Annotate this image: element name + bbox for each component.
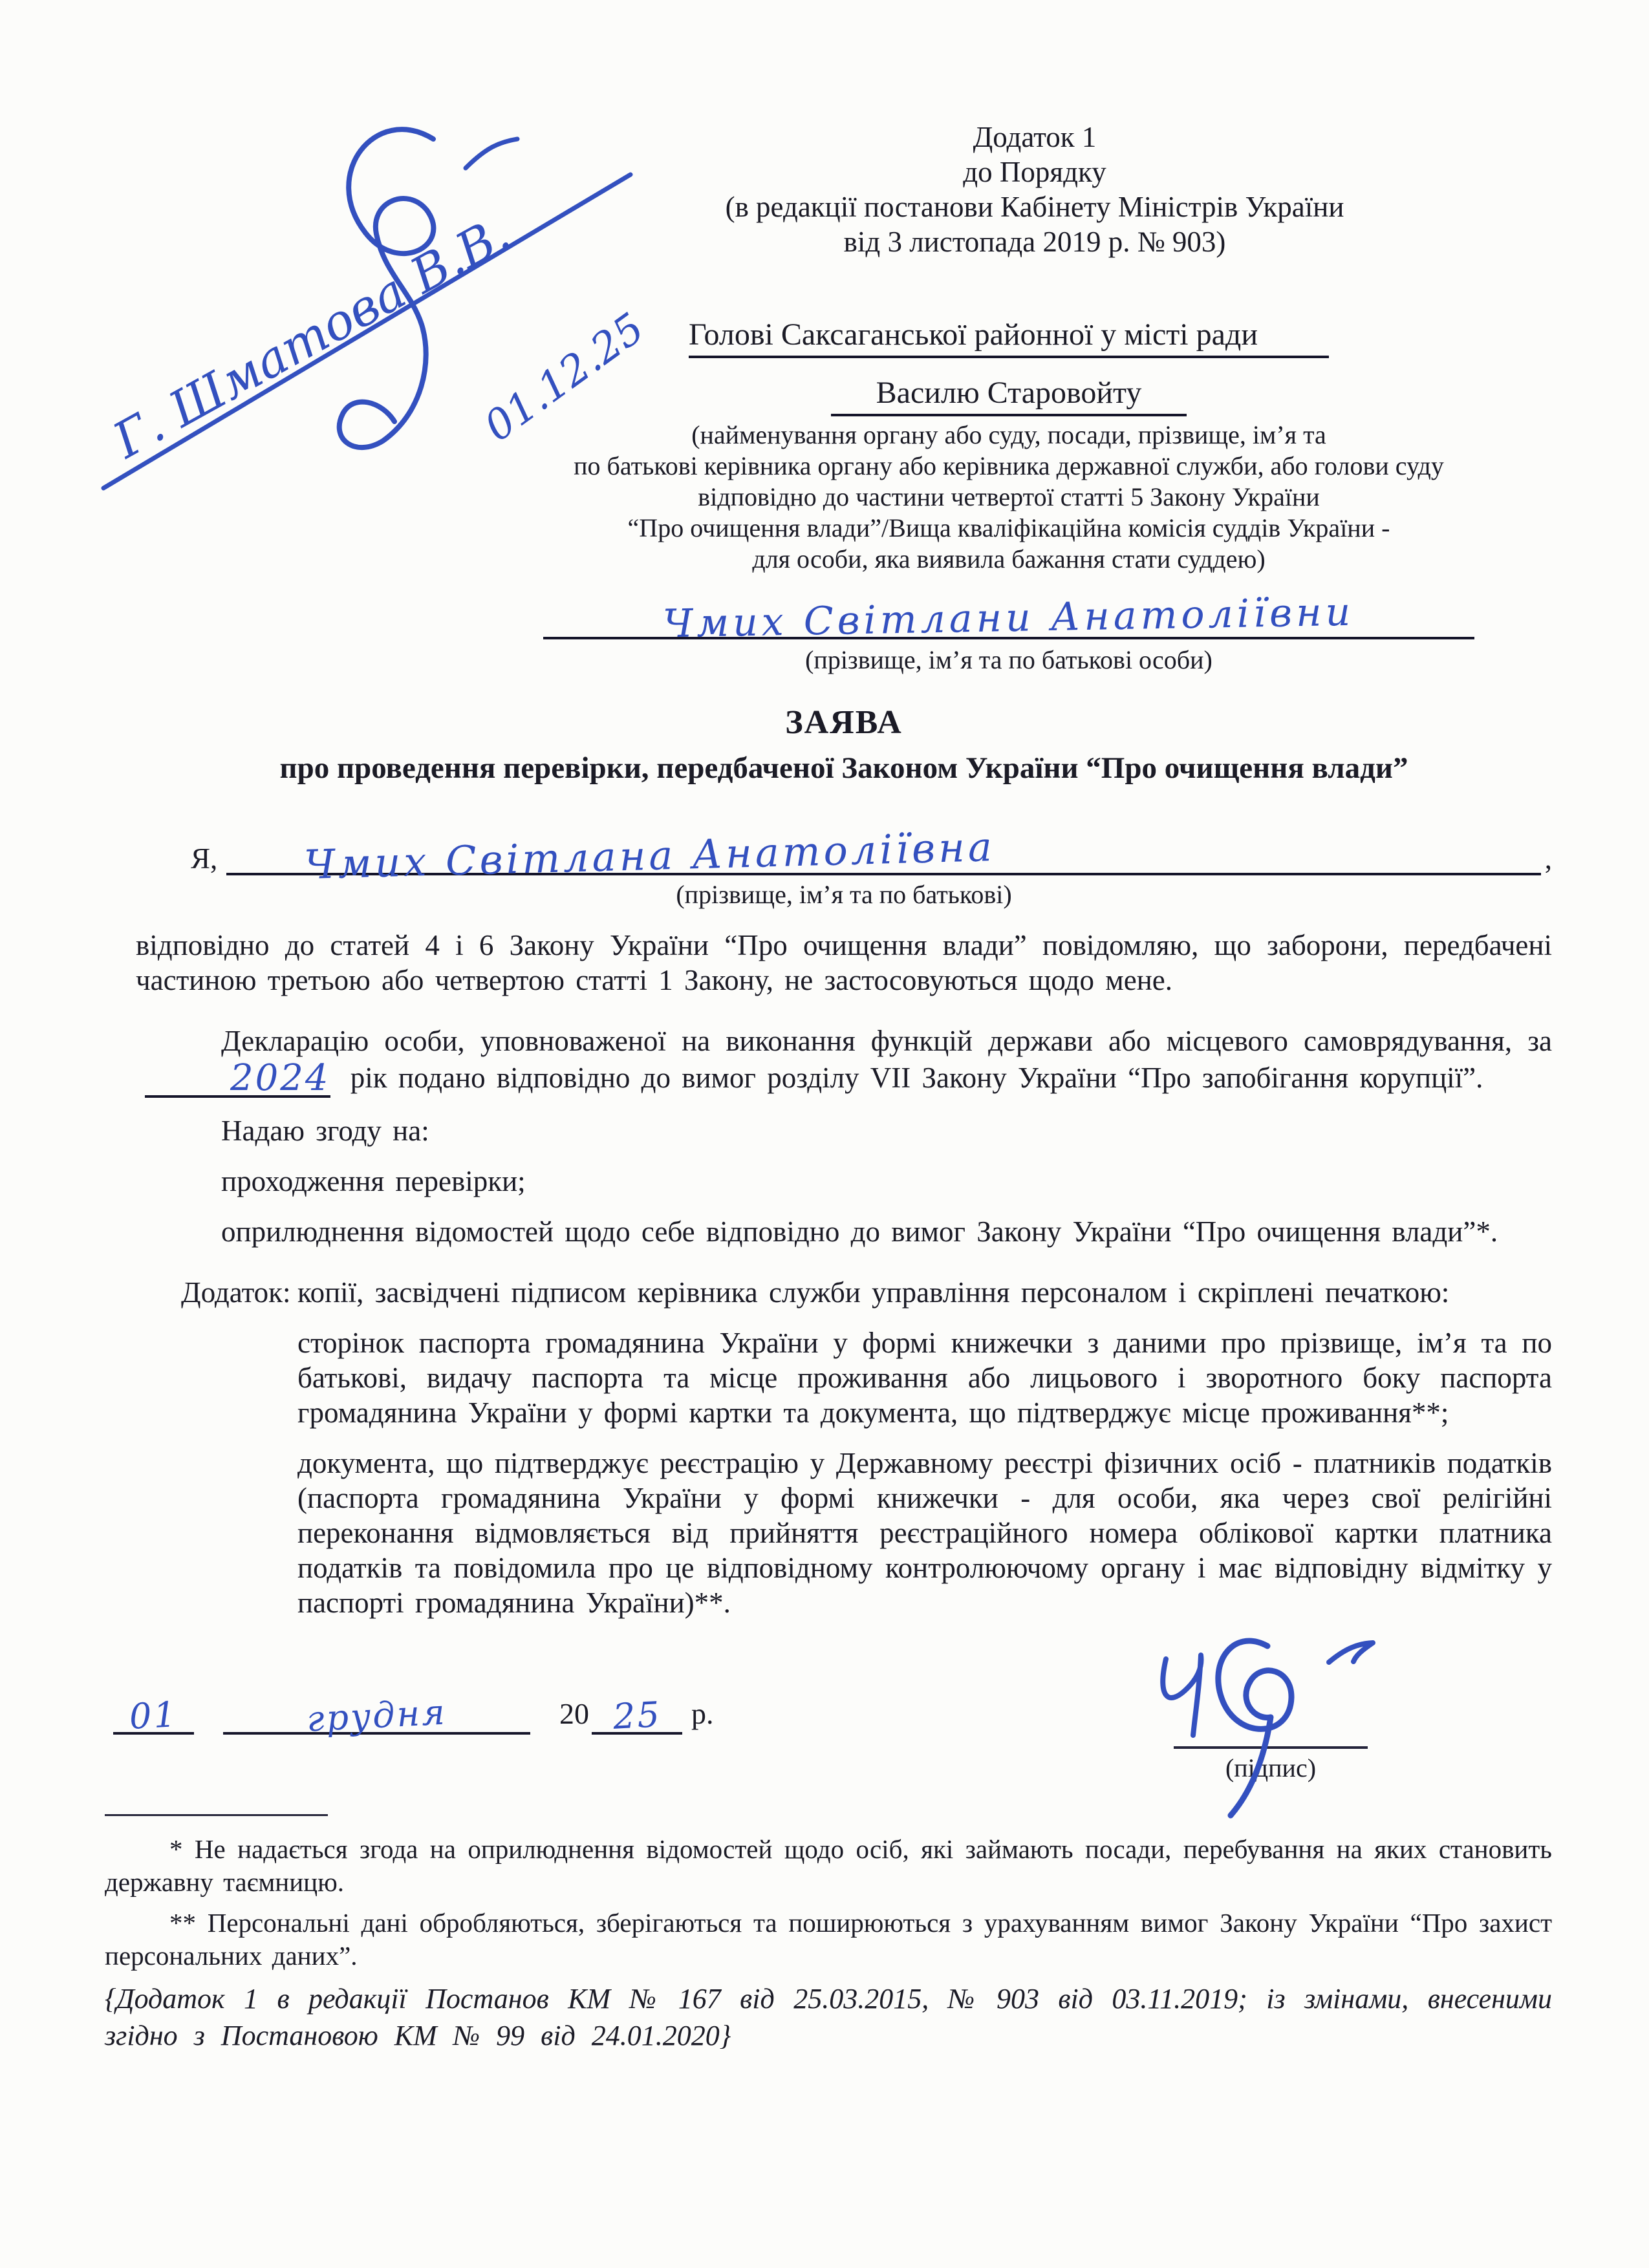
signature-stroke bbox=[1135, 1607, 1406, 1821]
title-subject: про проведення перевірки, передбаченої Законом України “Про очищення влади” bbox=[279, 751, 1408, 785]
consent-intro: Надаю згоду на: bbox=[221, 1115, 429, 1147]
attachment-item-tax-registry: документа, що підтверджує реєстрацію у Державному реєстрі фізичних осіб - платників податків (паспорта громадянина України у формі книжечки - для особи, яка через свої релігійні переконання відмовляється від прийняття реєстраційного номера облікової картки платника податків та повідомила про це відповідному контролюючому органу і має відповідну відмітку у паспорті громадянина України)**. bbox=[297, 1447, 1552, 1619]
note-line: (найменування органу або суду, посади, прізвище, ім’я та bbox=[691, 420, 1326, 449]
declarant-i-label: Я, bbox=[191, 842, 218, 875]
annex-to: до Порядку bbox=[963, 156, 1106, 188]
attachment-items bbox=[297, 1275, 1552, 1620]
declaration-year-handwriting: 2024 bbox=[230, 1057, 330, 1099]
date-year-suffix: р. bbox=[691, 1697, 714, 1730]
date-year-underline bbox=[592, 1691, 682, 1735]
note-line: відповідно до частини четвертої статті 5 Закону України bbox=[698, 482, 1320, 511]
addressee-explanatory-note bbox=[459, 420, 1558, 575]
amendment-note: {Додаток 1 в редакції Постанов КМ № 167 від 25.03.2015, № 903 від 03.11.2019; із змінами, внесеними згідно з Постановою КМ № 99 від 24.01.2020} bbox=[105, 1983, 1552, 2051]
annex-number: Додаток 1 bbox=[973, 121, 1097, 153]
attachment-block bbox=[136, 1275, 1552, 1620]
footnote-personal-data: ** Персональні дані обробляються, зберігаються та поширюються з урахуванням вимог Закону України “Про захист персональних даних”. bbox=[105, 1908, 1552, 1971]
date-and-signature bbox=[128, 1653, 1552, 1801]
signature-caption: (підпис) bbox=[1225, 1753, 1317, 1782]
date-year-handwriting: 25 bbox=[612, 1694, 662, 1737]
document-title bbox=[136, 703, 1552, 786]
attachment-label: Додаток: bbox=[181, 1276, 291, 1309]
addressee-organization: Голові Саксаганської районної у місті ради bbox=[459, 317, 1558, 352]
declaration-text-after-year: рік подано відповідно до вимог розділу VII Закону України “Про запобігання корупції”. bbox=[350, 1062, 1483, 1094]
document-content bbox=[105, 0, 1552, 2054]
addressee-block bbox=[459, 317, 1558, 675]
footnote-secrecy: * Не надається згода на оприлюднення відомостей щодо осіб, які займають посади, перебування на яких становить державну таємницю. bbox=[105, 1834, 1552, 1897]
date-month-handwriting: грудня bbox=[305, 1691, 448, 1740]
date-year-prefix: 20 bbox=[559, 1697, 589, 1730]
declaration-text-before-year: Декларацію особи, уповноваженої на виконання функцій держави або місцевого самоврядування, за bbox=[221, 1025, 1552, 1057]
resolution-name-text: Г. Шматова В.В. bbox=[103, 204, 520, 469]
declarant-name-underline bbox=[226, 823, 1540, 888]
resolution-date-text: 01.12.25 bbox=[475, 304, 653, 451]
declarant-name-line bbox=[136, 823, 1552, 888]
annex-edition-line1: (в редакції постанови Кабінету Міністрів України bbox=[725, 191, 1344, 223]
footnotes bbox=[105, 1814, 1552, 2054]
declaration-year-underline bbox=[145, 1058, 330, 1098]
date-line bbox=[113, 1691, 714, 1740]
date-month-underline bbox=[223, 1691, 530, 1740]
applicant-name-handwriting: Чмих Світлани Анатоліївни bbox=[662, 589, 1355, 647]
note-line: “Про очищення влади”/Вища кваліфікаційна комісія суддів України - bbox=[627, 513, 1390, 542]
date-day-underline bbox=[113, 1691, 194, 1735]
applicant-name-caption: (прізвище, ім’я та по батькові особи) bbox=[805, 645, 1212, 674]
note-line: для особи, яка виявила бажання стати суддею) bbox=[752, 544, 1266, 573]
attachment-intro: копії, засвідчені підписом керівника служби управління персоналом і скріплені печаткою: bbox=[297, 1276, 1450, 1309]
applicant-name-handwritten-line bbox=[543, 577, 1474, 647]
consent-item-check: проходження перевірки; bbox=[221, 1165, 526, 1197]
title-word: ЗАЯВА bbox=[785, 704, 903, 741]
declarant-name-caption: (прізвище, ім’я та по батькові) bbox=[676, 880, 1012, 909]
annex-header bbox=[559, 120, 1510, 259]
declarant-line-comma: , bbox=[1544, 842, 1552, 875]
annex-edition-line2: від 3 листопада 2019 р. № 903) bbox=[843, 226, 1226, 258]
declaration-paragraph bbox=[136, 1023, 1552, 1098]
signature-area bbox=[1174, 1653, 1368, 1783]
consent-item-publication: оприлюднення відомостей щодо себе відповідно до вимог Закону України “Про очищення влади”*. bbox=[221, 1215, 1498, 1248]
addressee-person: Василю Старовойту bbox=[459, 376, 1558, 411]
date-day-handwriting: 01 bbox=[128, 1694, 179, 1737]
note-line: по батькові керівника органу або керівника державної служби, або голови суду bbox=[574, 451, 1444, 480]
declarant-name-handwriting: Чмих Світлана Анатоліївна bbox=[303, 823, 996, 888]
statement-paragraph: відповідно до статей 4 і 6 Закону України “Про очищення влади” повідомляю, що заборони, передбачені частиною третьою або четвертою статті 1 Закону, не застосовуються щодо мене. bbox=[136, 929, 1552, 996]
footnote-separator bbox=[105, 1814, 328, 1816]
attachment-item-passport: сторінок паспорта громадянина України у формі книжечки з даними про прізвище, ім’я та по батькові, видачу паспорта та місце проживання або лицьового і зворотного боку паспорта громадянина України у формі картки та документа, що підтверджує місце проживання**; bbox=[297, 1327, 1552, 1429]
